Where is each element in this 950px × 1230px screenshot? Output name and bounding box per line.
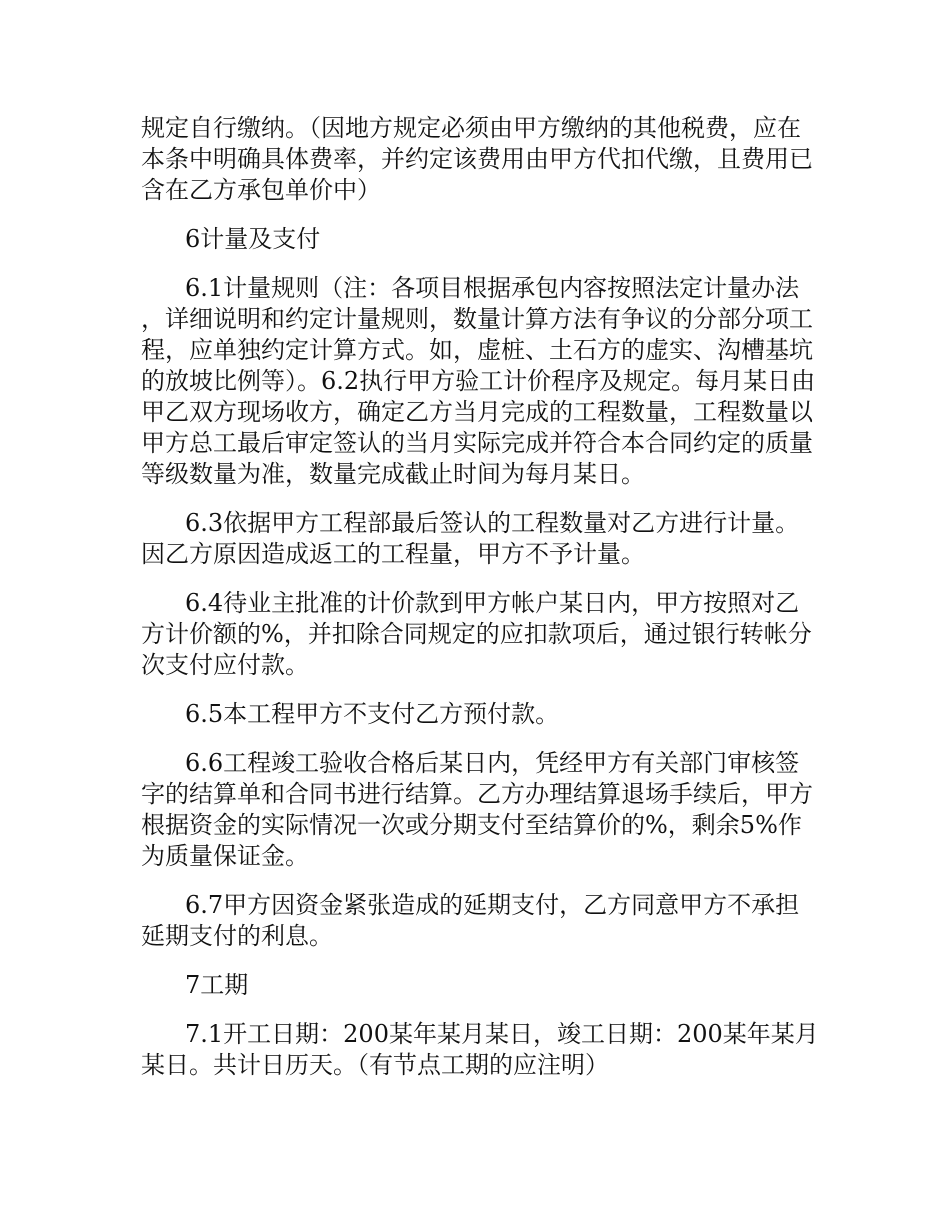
document-body bbox=[141, 113, 821, 1099]
paragraph-tax-note: 规定自行缴纳。（因地方规定必须由甲方缴纳的其他税费，应在本条中明确具体费率，并约定该费用由甲方代扣代缴，且费用已含在乙方承包单价中） bbox=[141, 114, 813, 204]
paragraph-6-3: 6.3依据甲方工程部最后签认的工程数量对乙方进行计量。因乙方原因造成返工的工程量，甲方不予计量。 bbox=[141, 509, 800, 568]
paragraph-6-1-measurement-rules: 6.1计量规则（注：各项目根据承包内容按照法定计量办法，详细说明和约定计量规则，数量计算方法有争议的分部分项工程，应单独约定计算方式。如，虚桩、土石方的虚实、沟槽基坑的放坡比例等）。6.2执行甲方验工计价程序及规定。每月某日由甲乙双方现场收方，确定乙方当月完成的工程数量，工程数量以甲方总工最后审定签认的当月实际完成并符合本合同约定的质量等级数量为准，数量完成截止时间为每月某日。 bbox=[141, 274, 816, 488]
paragraph-6-4: 6.4待业主批准的计价款到甲方帐户某日内，甲方按照对乙方计价额的%，并扣除合同规定的应扣款项后，通过银行转帐分次支付应付款。 bbox=[141, 589, 812, 679]
paragraph-7-1: 7.1开工日期：200某年某月某日，竣工日期：200某年某月某日。共计日历天。（有节点工期的应注明） bbox=[141, 1020, 819, 1079]
section-heading-schedule: 7工期 bbox=[185, 971, 249, 999]
paragraph-6-7: 6.7甲方因资金紧张造成的延期支付，乙方同意甲方不承担延期支付的利息。 bbox=[141, 891, 800, 950]
paragraph-6-5: 6.5本工程甲方不支付乙方预付款。 bbox=[185, 700, 560, 728]
section-heading-measurement-payment: 6计量及支付 bbox=[185, 225, 321, 253]
paragraph-6-6: 6.6工程竣工验收合格后某日内，凭经甲方有关部门审核签字的结算单和合同书进行结算。乙方办理结算退场手续后，甲方根据资金的实际情况一次或分期支付至结算价的%，剩余5%作为质量保证金。 bbox=[141, 749, 813, 870]
